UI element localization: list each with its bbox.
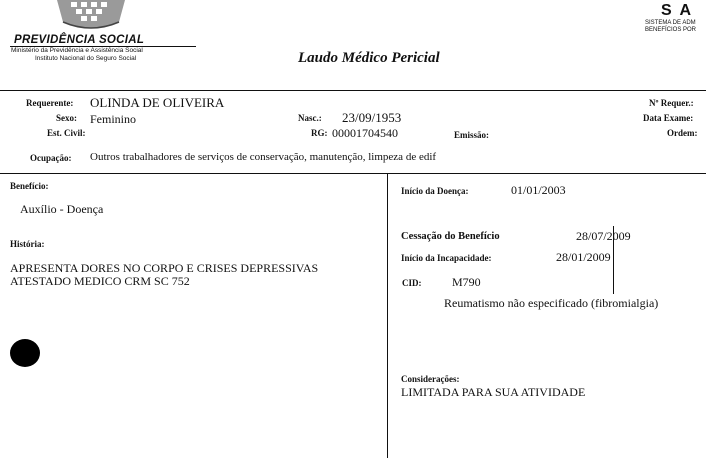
- data-exame-label: Data Exame:: [643, 113, 694, 123]
- requerente-label: Requerente:: [26, 98, 74, 108]
- inicio-doenca-value: 01/01/2003: [511, 183, 566, 197]
- cid-label: CID:: [402, 278, 422, 288]
- inicio-incapacidade-value: 28/01/2009: [556, 250, 611, 264]
- est-civil-label: Est. Civil:: [47, 128, 86, 138]
- system-abbrev: S A: [661, 2, 694, 19]
- nasc-value: 23/09/1953: [342, 110, 402, 125]
- cessacao-value: 28/07/2009: [576, 229, 631, 243]
- patient-divider: [0, 173, 706, 174]
- requerente-value: OLINDA DE OLIVEIRA: [90, 95, 225, 110]
- inicio-incapacidade-label: Início da Incapacidade:: [401, 253, 492, 263]
- institute-name: Instituto Nacional do Seguro Social: [35, 55, 137, 62]
- nasc-label: Nasc.:: [298, 113, 322, 123]
- ocupacao-value: Outros trabalhadores de serviços de conservação, manutenção, limpeza de edif: [90, 151, 437, 163]
- previdencia-logo: [55, 0, 127, 32]
- system-name-line2: BENEFÍCIOS POR: [645, 27, 697, 33]
- historia-line-2: ATESTADO MEDICO CRM SC 752: [10, 274, 190, 288]
- sexo-value: Feminino: [90, 112, 137, 126]
- n-requer-label: Nº Requer.:: [649, 98, 694, 108]
- cid-margin-line: [613, 226, 614, 294]
- agency-name: PREVIDÊNCIA SOCIAL: [14, 34, 145, 46]
- column-divider: [387, 173, 388, 458]
- rg-value: 00001704540: [332, 126, 398, 140]
- cid-description: Reumatismo não especificado (fibromialgia): [444, 296, 659, 310]
- header-divider: [0, 90, 706, 91]
- emissao-label: Emissão:: [454, 130, 490, 140]
- ink-blot-mark: [10, 339, 40, 367]
- rg-label: RG:: [311, 128, 328, 138]
- sexo-label: Sexo:: [56, 113, 77, 123]
- ordem-label: Ordem:: [667, 128, 698, 138]
- beneficio-label: Benefício:: [10, 181, 49, 191]
- document-title: Laudo Médico Pericial: [298, 50, 440, 66]
- cid-value: M790: [452, 275, 481, 289]
- historia-label: História:: [10, 239, 45, 249]
- inicio-doenca-label: Início da Doença:: [401, 186, 469, 196]
- system-name-line1: SISTEMA DE ADM: [645, 20, 696, 26]
- consideracoes-label: Considerações:: [401, 374, 460, 384]
- consideracoes-value: LIMITADA PARA SUA ATIVIDADE: [401, 385, 586, 399]
- cessacao-label: Cessação do Benefício: [401, 231, 500, 242]
- historia-line-1: APRESENTA DORES NO CORPO E CRISES DEPRESSIVAS: [10, 261, 319, 275]
- ocupacao-label: Ocupação:: [30, 153, 72, 163]
- beneficio-value: Auxílio - Doença: [20, 202, 104, 216]
- logo-emblem-icon: [55, 0, 127, 32]
- ministry-name: Ministério da Previdência e Assistência Social: [11, 47, 143, 54]
